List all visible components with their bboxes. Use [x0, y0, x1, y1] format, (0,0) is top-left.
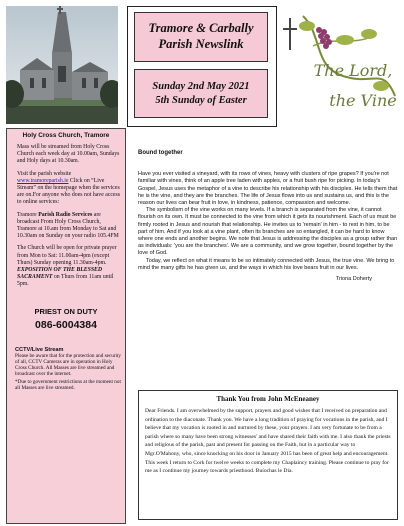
thank-you-letter: Dear Friends. I am overwhelmed by the support, prayers and good wishes that I received on preparation and ordination to the diaconate. Thank you. We have a long tradition of praying for vocations in the parish, and I believe that my vocation is rooted in and nurtured by these, your prayers. I am very fortunate to be from a parish where so many have been strong witnesses' and have shared their faith with me. I also thank the priests and religious of the parish, past and present for passing on the Faith, but in a particular way to Mgr.O'Mahony, who, since knocking on his door in January 2015 has been of great help and encouragement. This week I return to Cork for twelve weeks to complete my Chaplaincy training. Please continue to pray for me as I continue my journey towards priesthood. Buíochas le Dia.	[145, 408, 391, 475]
opening-paragraph	[7, 245, 125, 288]
date-line-2: 5th Sunday of Easter	[155, 95, 247, 106]
vine-text-line-1: The Lord,	[313, 61, 393, 80]
cctv-notice	[7, 347, 125, 391]
church-photo	[6, 6, 118, 124]
exposition-hours: on Thurs from 11am until 5pm.	[17, 274, 114, 288]
parish-website-link[interactable]: www.tramoreparish.ie	[17, 177, 69, 184]
radio-paragraph	[7, 212, 125, 241]
newsletter-title-box	[127, 6, 277, 127]
date-line-1: Sunday 2nd May 2021	[152, 81, 250, 92]
title-banner	[134, 12, 268, 62]
website-suffix: Click on “Live Stream” on the homepage when the services are on.For anyone who does not have access to online services:	[17, 177, 121, 206]
website-prefix: Visit the parish website	[17, 170, 72, 177]
radio-prefix: Tramore	[17, 211, 39, 218]
exposition-label: EXPOSITION OF THE BLESSED SACRAMENT	[17, 267, 103, 281]
radio-suffix: are broadcast From Holy Cross Church, Tramore at 10.am from Monday to Sat and 10.30am on Sunday on your radio 105.4FM	[17, 211, 119, 240]
priest-on-duty-label: PRIEST ON DUTY	[34, 306, 98, 316]
cctv-restriction-text: *Due to government restrictions at the moment not all Masses are live streamed.	[15, 378, 121, 391]
thank-you-title: Thank You from John McEneaney	[216, 395, 320, 403]
priest-phone-number: 086-6004384	[35, 318, 97, 331]
reflection-paragraph-2: The symbolism of the vine works on many levels. If a branch is separated from the vine, it cannot flourish on its own. It must be connected to the vine from which it gets its nourishment. Each of us must be firmly rooted in Jesus and nourish that relationship. He invites us to 'remain' in him - to rest in him, to be part of him. And if you look at a vine plant, often its branches are so entangled, it can be hard to know where one ends and another begins. We note that Jesus is addressing the disciples as a group rather than as individuals: 'you are the branches'. We are a community, and we grow together, bound together by the love of God.	[138, 207, 398, 257]
gospel-reflection	[138, 150, 398, 283]
sidebar-church-info	[6, 128, 126, 524]
thank-you-box	[138, 390, 398, 520]
cctv-title: CCTV/Live Stream	[15, 346, 64, 353]
reflection-author: Triona Doherty	[335, 276, 372, 283]
title-line-1: Tramore & Carbally	[148, 21, 254, 35]
reflection-title: Bound together	[138, 150, 183, 156]
mass-stream-text: Mass will be streamed from Holy Cross Church each week day at 10.00am, Sundays and Holy days at 10.30am.	[17, 144, 120, 165]
vine-text-line-2: the Vine	[329, 91, 397, 110]
vine-illustration	[283, 6, 399, 124]
date-banner	[134, 69, 268, 118]
radio-services-label: Parish Radio Services	[38, 211, 93, 218]
reflection-paragraph-3: Today, we reflect on what it means to be so intimately connected with Jesus, the true vine. We bring to mind the many gifts he has given us, and the ways in which his love bears fruit in our lives.	[138, 257, 395, 271]
title-line-2: Parish Newslink	[158, 37, 244, 51]
cctv-text: Please be aware that for the protection and security of all, CCTV Cameras are in operation in Holy Cross Church. All Masses are live streamed and broadcast over the internet.	[15, 352, 122, 377]
website-paragraph	[7, 171, 125, 207]
sidebar-heading: Holy Cross Church, Tramore	[22, 132, 110, 139]
opening-hours: The Church will be open for private prayer from Mon to Sat: 11.00am-4pm (except Thurs) Sunday opening 11.30am-4pm.	[17, 245, 117, 266]
reflection-paragraph-1: Have you ever visited a vineyard, with its rows of vines, heavy with clusters of ripe grapes? If you're not familiar with vines, think of an apple tree laden with apples, or a fruit bush ripe for picking. In today's Gospel, Jesus uses the metaphor of a vine to describe his relationship with his disciples. He tells them that he is the vine, and they are the branches. The life of Jesus flows into us and sustains us, and this is the reason our lives can bear fruit in love, in kindness, patience, compassion and welcome.	[138, 171, 398, 207]
